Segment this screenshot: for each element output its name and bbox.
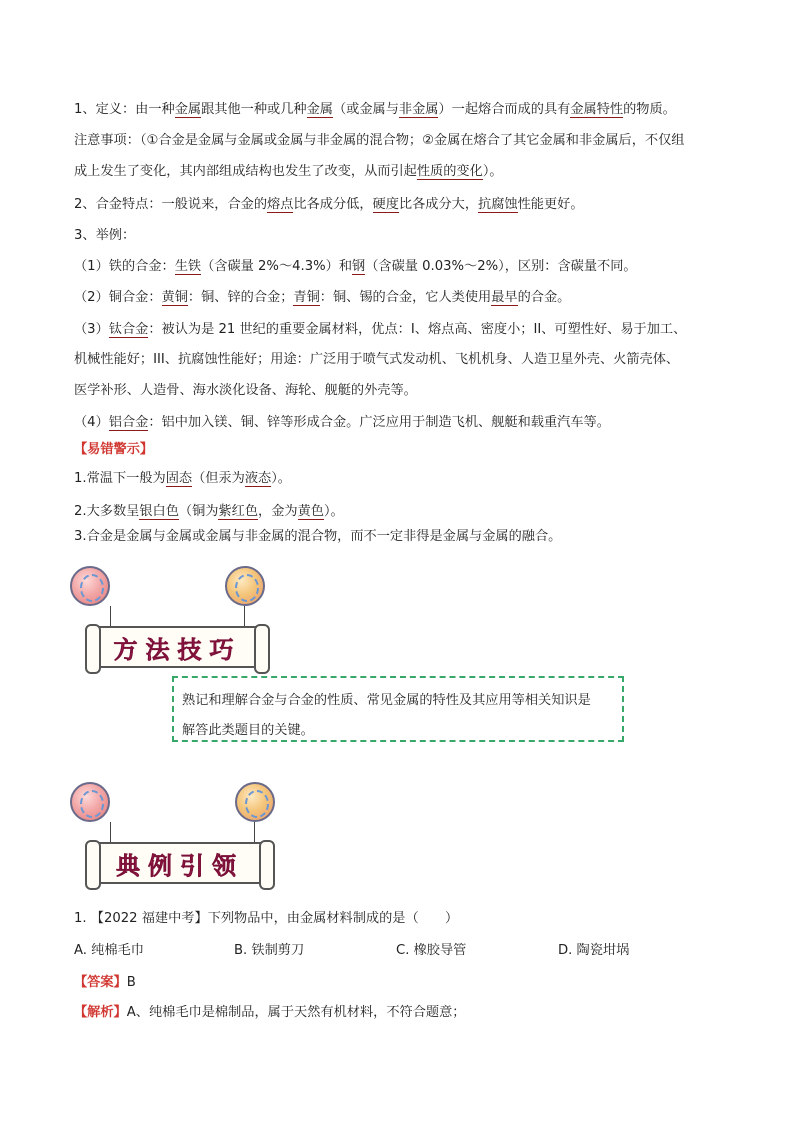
underlined-term: 黄色 (297, 504, 324, 519)
warning-1 (74, 469, 734, 489)
example-copper (74, 288, 734, 308)
underlined-term: 最早 (491, 290, 518, 305)
text: ）。 (271, 471, 291, 486)
text: ：被认为是 21 世纪的重要金属材料，优点：I、熔点高、密度小；II、可塑性好、易于加工、 (148, 322, 687, 337)
option-c: C. 橡胶导管 (396, 943, 467, 958)
note-line-2 (74, 162, 734, 182)
warning-2 (74, 502, 734, 522)
underlined-term: 银白色 (139, 504, 179, 519)
example-titanium-2: 机械性能好；III、抗腐蚀性能好；用途：广泛用于喷气式发动机、飞机机身、人造卫星外壳、火箭壳体、 (74, 352, 680, 367)
definition-line (74, 100, 734, 120)
underlined-term: 非金属 (398, 102, 439, 117)
text: ）。 (482, 164, 503, 179)
text: （铜为 (178, 504, 219, 519)
example-iron (74, 257, 734, 277)
underlined-term: 性质的变化 (416, 164, 483, 179)
text: 比各成分低， (293, 197, 373, 212)
text: 的合金。 (517, 290, 571, 305)
underlined-term: 黄铜 (161, 290, 188, 305)
underlined-term: 固态 (165, 471, 193, 486)
question-text: 下列物品中，由金属材料制成的是（ ） (207, 911, 459, 926)
text: ）。 (323, 504, 344, 519)
example-scroll (95, 842, 265, 884)
text: （但汞为 (192, 471, 245, 486)
text: ：铜、锡的合金，它人类使用 (319, 290, 492, 305)
features-line (74, 195, 734, 215)
text: （4） (74, 415, 109, 430)
text: （3） (74, 322, 109, 337)
example-banner (70, 782, 280, 912)
underlined-term: 金属 (306, 102, 333, 117)
underlined-term: 金属 (174, 102, 202, 117)
text: 比各成分大， (398, 197, 479, 212)
question-number: 1. (74, 911, 87, 926)
underlined-term: 生铁 (174, 259, 202, 274)
text: 跟其他一种或几种 (201, 102, 307, 117)
balloon-icon (70, 566, 110, 606)
example-title: 典例引领 (116, 850, 244, 880)
tip-box (172, 676, 624, 742)
answer-value: B (126, 975, 136, 990)
method-title: 方法技巧 (113, 634, 242, 664)
example-aluminum (74, 413, 734, 433)
example-titanium (74, 320, 734, 340)
option-b: B. 铁制剪刀 (234, 943, 305, 958)
underlined-term: 钛合金 (108, 322, 149, 337)
text: 1、定义：由一种 (74, 102, 175, 117)
text: ：铝中加入镁、铜、锌等形成合金。广泛应用于制造飞机、舰艇和载重汽车等。 (148, 415, 610, 430)
option-a: A. 纯棉毛巾 (74, 943, 144, 958)
warning-3: 3.合金是金属与金属或金属与非金属的混合物，而不一定非得是金属与金属的融合。 (74, 529, 562, 544)
question-source: 【2022 福建中考】 (90, 911, 208, 926)
example-titanium-3: 医学补形、人造骨、海水淡化设备、海轮、舰艇的外壳等。 (74, 383, 417, 398)
text: （含碳量 2%～4.3%）和 (201, 259, 353, 274)
tip-line-1: 熟记和理解合金与合金的性质、常见金属的特性及其应用等相关知识是 (182, 693, 591, 708)
text: 1.常温下一般为 (74, 471, 166, 486)
text: 成上发生了变化，其内部组成结构也发生了改变，从而引起 (74, 164, 417, 179)
text: ：铜、锌的合金； (187, 290, 294, 305)
analysis-line (74, 1003, 734, 1023)
balloon-icon (225, 566, 265, 606)
text: （含碳量 0.03%～2%），区别：含碳量不同。 (365, 259, 637, 274)
note-line-1: 注意事项：（①合金是金属与金属或金属与非金属的混合物；②金属在熔合了其它金属和非金属后，不仅组 (74, 133, 685, 148)
underlined-term: 硬度 (372, 197, 399, 212)
text: ）一起熔合而成的具有 (438, 102, 571, 117)
analysis-label: 【解析】 (74, 1005, 127, 1020)
underlined-term: 铝合金 (108, 415, 149, 430)
underlined-term: 紫红色 (218, 504, 259, 519)
text: 性能更好。 (517, 197, 584, 212)
question-stem (74, 909, 734, 929)
tip-line-2: 解答此类题目的关键。 (182, 723, 314, 738)
underlined-term: 液态 (244, 471, 272, 486)
underlined-term: 金属特性 (570, 102, 624, 117)
examples-title: 3、举例： (74, 228, 136, 243)
text: 2、合金特点：一般说来，合金的 (74, 197, 268, 212)
warning-title: 【易错警示】 (74, 442, 154, 457)
analysis-text: A、纯棉毛巾是棉制品，属于天然有机材料，不符合题意； (126, 1005, 466, 1020)
answer-label: 【答案】 (74, 975, 127, 990)
balloon-icon (235, 782, 275, 822)
underlined-term: 抗腐蚀 (478, 197, 518, 212)
answer-line (74, 973, 734, 993)
text: 的物质。 (623, 102, 676, 117)
method-scroll (95, 626, 260, 668)
text: （1）铁的合金： (74, 259, 175, 274)
underlined-term: 青铜 (293, 290, 320, 305)
text: （2）铜合金： (74, 290, 162, 305)
underlined-term: 钢 (352, 259, 366, 274)
text: ，金为 (258, 504, 298, 519)
balloon-icon (70, 782, 110, 822)
underlined-term: 熔点 (267, 197, 294, 212)
text: 2.大多数呈 (74, 504, 140, 519)
option-d: D. 陶瓷坩埚 (558, 943, 630, 958)
text: （或金属与 (332, 102, 399, 117)
